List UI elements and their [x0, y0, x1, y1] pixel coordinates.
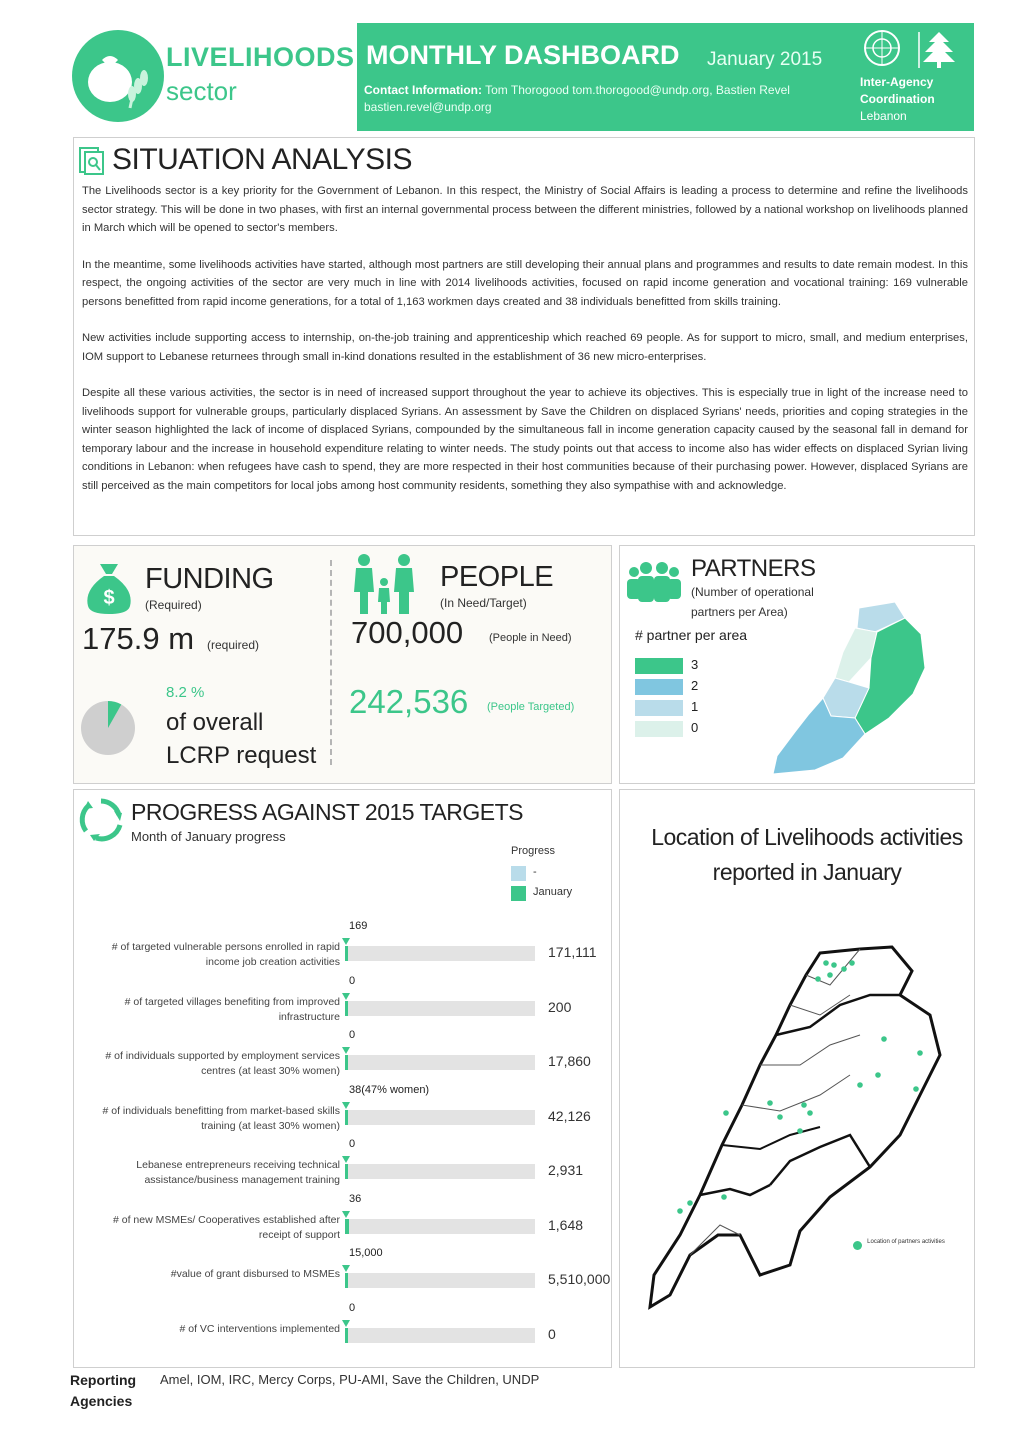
progress-value: 169	[349, 920, 368, 932]
group-icon	[624, 560, 684, 604]
legend-swatch	[635, 679, 683, 695]
progress-label: # of VC interventions implemented	[179, 1323, 340, 1335]
progress-bar-track	[345, 1273, 535, 1288]
footer-label-line-1: Reporting	[70, 1372, 137, 1388]
funding-pie-chart	[80, 700, 136, 756]
legend-label: 0	[691, 720, 699, 735]
partners-map	[765, 598, 965, 778]
progress-marker-icon	[342, 938, 350, 945]
partners-subtitle-1: (Number of operational	[691, 585, 814, 599]
livelihoods-icon	[72, 30, 164, 122]
people-subtitle: (In Need/Target)	[440, 596, 527, 610]
progress-bar-track	[345, 1055, 535, 1070]
people-in-need-note: (People in Need)	[489, 632, 572, 644]
funding-title: FUNDING	[145, 563, 274, 595]
reporting-agencies-list: Amel, IOM, IRC, Mercy Corps, PU-AMI, Save the Children, UNDP	[160, 1372, 540, 1387]
org-line-1: Inter-Agency	[860, 75, 934, 89]
progress-marker-icon	[342, 993, 350, 1000]
situation-title: SITUATION ANALYSIS	[112, 143, 412, 176]
progress-label: #value of grant disbursed to MSMEs	[170, 1268, 340, 1280]
map-title-line-1: Location of Livelihoods activities	[651, 824, 963, 850]
progress-value: 0	[349, 1302, 356, 1314]
progress-marker-icon	[342, 1102, 350, 1109]
progress-label: Lebanese entrepreneurs receiving technical assistance/business management training	[136, 1159, 340, 1186]
partners-legend-title: # partner per area	[635, 627, 748, 643]
situation-paragraph: The Livelihoods sector is a key priority for the Government of Lebanon. In this respect, the Ministry of Social Affairs is leading a process to determine and refine the livelihoods sector strategy. This will be done in two phases, with first an internal governmental process between the different ministries, followed by a national workshop on livelihoods planned in March which will be opened to sector's members.	[82, 185, 968, 234]
activities-map	[630, 935, 960, 1335]
progress-bar-fill	[345, 946, 348, 961]
contact-label: Contact Information:	[364, 83, 482, 97]
progress-value: 38(47% women)	[349, 1084, 430, 1096]
progress-marker-icon	[342, 1047, 350, 1054]
legend-swatch	[635, 721, 683, 737]
contact-info	[364, 82, 809, 116]
progress-bar-fill	[345, 1219, 349, 1234]
contact-text: Tom Thorogood tom.thorogood@undp.org, Bastien Revel bastien.revel@undp.org	[364, 83, 790, 114]
progress-value: 0	[349, 975, 356, 987]
progress-bar-track	[345, 946, 535, 961]
progress-target: 5,510,000	[548, 1271, 611, 1287]
partners-title: PARTNERS	[691, 555, 816, 582]
logo-subtitle: sector	[166, 76, 237, 106]
progress-legend-label: January	[533, 886, 573, 898]
footer-label-line-2: Agencies	[70, 1393, 133, 1409]
cycle-arrows-icon	[78, 797, 124, 843]
progress-target: 2,931	[548, 1162, 584, 1178]
progress-target: 42,126	[548, 1108, 591, 1124]
progress-title: PROGRESS AGAINST 2015 TARGETS	[131, 799, 523, 825]
document-search-icon	[78, 146, 106, 176]
dashboard-title: MONTHLY DASHBOARD	[366, 40, 680, 70]
legend-label: 1	[691, 699, 699, 714]
legend-swatch	[635, 658, 683, 674]
progress-legend-label: -	[533, 866, 537, 878]
progress-label: # of individuals benefitting from market-based skills training (at least 30% women)	[102, 1105, 340, 1132]
org-line-2: Coordination	[860, 92, 935, 106]
progress-marker-icon	[342, 1320, 350, 1327]
progress-bar-fill	[345, 1273, 348, 1288]
progress-target: 0	[548, 1326, 556, 1342]
progress-marker-icon	[342, 1156, 350, 1163]
progress-label: # of targeted vulnerable persons enrolled in rapid income job creation activities	[111, 941, 340, 968]
map-legend-dot	[853, 1241, 862, 1250]
partners-subtitle-2: partners per Area)	[691, 605, 788, 619]
funding-percent: 8.2 %	[166, 684, 205, 701]
coordination-label	[860, 74, 935, 125]
un-emblem-icon	[858, 28, 906, 72]
funding-subtitle: (Required)	[145, 598, 202, 612]
progress-label: # of individuals supported by employment services centres (at least 30% women)	[105, 1050, 340, 1077]
progress-bar-track	[345, 1328, 535, 1343]
people-in-need: 700,000	[351, 615, 464, 650]
sector-logo	[72, 30, 164, 122]
legend-swatch	[635, 700, 683, 716]
progress-target: 1,648	[548, 1217, 584, 1233]
progress-legend-swatch	[511, 886, 526, 901]
legend-label: 3	[691, 657, 699, 672]
progress-target: 171,111	[548, 944, 597, 960]
progress-target: 200	[548, 999, 572, 1015]
funding-amount-note: (required)	[207, 638, 260, 652]
situation-paragraph: New activities include supporting access to internship, on-the-job training and apprenticeship which reached 69 people. As for support to micro, small, and medium enterprises, IOM support to Lebanese returnees through small in-kind donations resulted in the establishment of 36 new micro-enterprises.	[82, 332, 968, 363]
progress-value: 15,000	[349, 1247, 383, 1259]
progress-marker-icon	[342, 1211, 350, 1218]
map-title-line-2: reported in January	[712, 859, 902, 885]
cedar-tree-icon	[915, 28, 963, 72]
reporting-agencies-label	[70, 1370, 136, 1412]
progress-subtitle: Month of January progress	[131, 829, 286, 844]
progress-bar-track	[345, 1110, 535, 1125]
progress-bar-fill	[345, 1001, 348, 1016]
progress-bar-fill	[345, 1110, 348, 1125]
progress-bar-fill	[345, 1055, 348, 1070]
situation-paragraph: In the meantime, some livelihoods activities have started, although most partners are still developing their annual plans and programmes and results to date remain modest. In this respect, the ongoing activities of the sector are very much in line with 2014 livelihoods activities, focused on rapid income generation and vocational training: 169 vulnerable persons benefitted from rapid income generations, for a total of 1,163 workmen days created and 38 individuals benefitted from skills training.	[82, 258, 968, 308]
divider	[330, 560, 332, 765]
progress-legend-title: Progress	[511, 845, 556, 857]
dashboard-date: January 2015	[707, 49, 823, 70]
progress-bar-fill	[345, 1328, 348, 1343]
funding-caption-1: of overall	[166, 709, 264, 736]
progress-label: # of targeted villages benefiting from improved infrastructure	[124, 996, 340, 1023]
funding-caption-2: LCRP request	[166, 742, 317, 769]
situation-text	[82, 182, 968, 513]
progress-value: 0	[349, 1029, 356, 1041]
family-icon	[350, 552, 420, 616]
svg-text:$: $	[103, 587, 115, 609]
money-bag-icon	[84, 560, 134, 616]
progress-bar-fill	[345, 1164, 348, 1179]
progress-value: 36	[349, 1193, 362, 1205]
logo-title: LIVELIHOODS	[166, 42, 355, 72]
people-targeted: 242,536	[349, 683, 469, 720]
people-title: PEOPLE	[440, 561, 554, 593]
progress-bar-track	[345, 1001, 535, 1016]
progress-bar-track	[345, 1164, 535, 1179]
progress-legend-swatch	[511, 866, 526, 881]
progress-marker-icon	[342, 1265, 350, 1272]
progress-label: # of new MSMEs/ Cooperatives established after receipt of support	[112, 1214, 340, 1241]
progress-target: 17,860	[548, 1053, 591, 1069]
org-line-3: Lebanon	[860, 109, 907, 123]
progress-value: 0	[349, 1138, 356, 1150]
legend-label: 2	[691, 678, 699, 693]
situation-paragraph: Despite all these various activities, the sector is in need of increased support throughout the year to achieve its objectives. This is especially true in light of the increase need to livelihoods support for vulnerable groups, particularly displaced Syrians. An assessment by Save the Children on displaced Syrians' needs, priorities and coping strategies in the winter season highlighted the lack of income of displaced Syrians, compounded by the simultaneous fall in income generation capacity caused by the seasonal fall in demand for temporary labour and the increase in household expenditure relating to winter needs. The study points out that access to income also has wider effects on displaced Syrian living conditions in Lebanon: when refugees have cash to spend, they are more respected in their host communities because of their purchasing power. However, displaced Syrians are still perceived as the main competitors for local jobs among host community residents, something they also sympathise with and acknowledge.	[82, 387, 968, 492]
map-legend-text: Location of partners activities	[867, 1239, 945, 1245]
progress-bar-track	[345, 1219, 535, 1234]
funding-amount: 175.9 m	[82, 621, 195, 656]
people-targeted-note: (People Targeted)	[487, 701, 575, 713]
map-title	[619, 820, 995, 890]
